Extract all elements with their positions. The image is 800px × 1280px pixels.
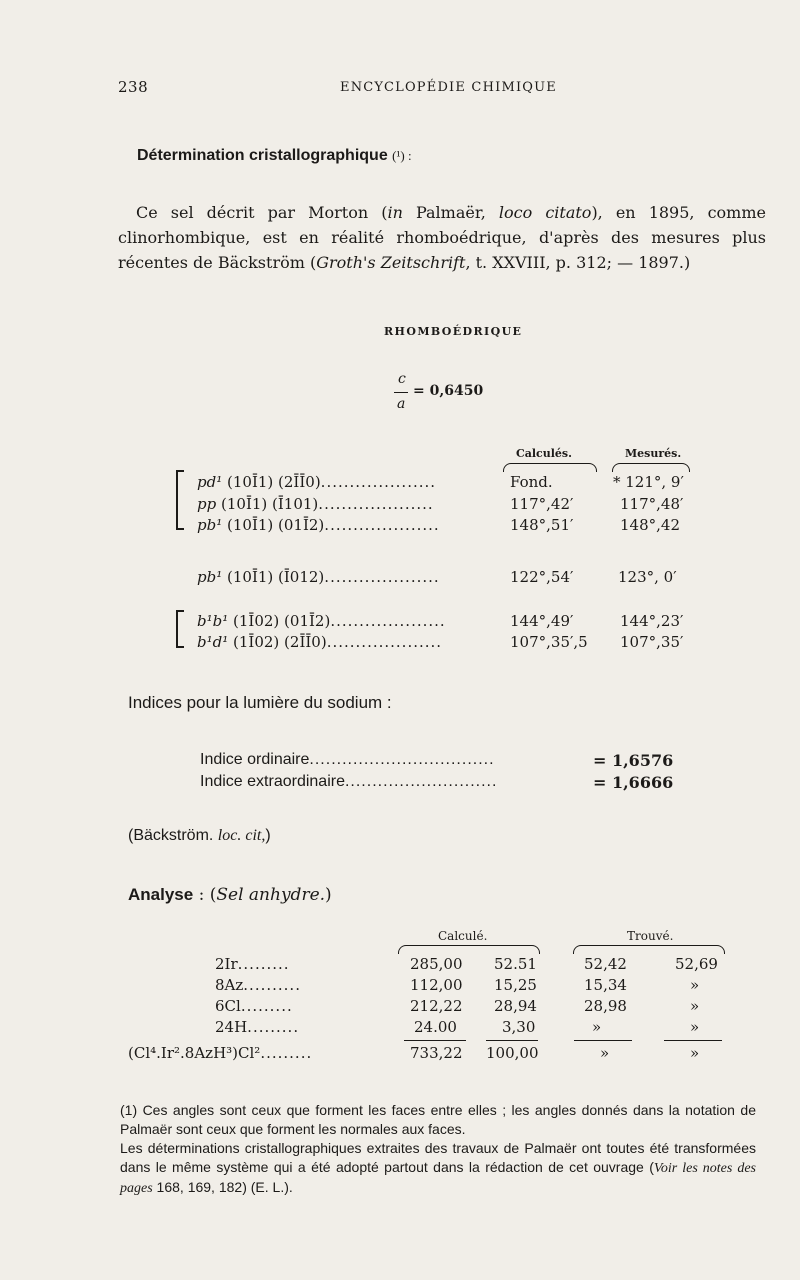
total-found-2: » (690, 1044, 700, 1062)
analyse-row: 6Cl......... (215, 997, 293, 1015)
running-head: ENCYCLOPÉDIE CHIMIQUE (340, 80, 557, 95)
footnote-1: (1) Ces angles sont ceux que forment les faces entre elles ; les angles donnés dans la notation de Palmaër sont ceux que forment les normales aux faces. (120, 1102, 756, 1137)
measured-angle: 117°,48′ (620, 495, 684, 513)
system-label: RHOMBOÉDRIQUE (384, 325, 523, 338)
sum-rule (486, 1040, 538, 1041)
calc-angle: 122°,54′ (510, 568, 574, 586)
bracket-group-1 (176, 470, 184, 530)
sum-rule (664, 1040, 722, 1041)
measured-angle: 144°,23′ (620, 612, 684, 630)
ratio-value: = 0,6450 (413, 383, 484, 399)
miller-indices: (10Ī1) (Ī012) (227, 568, 325, 586)
citation-loc: loc. cit, (217, 827, 266, 844)
brace-trouve (573, 945, 725, 954)
total-found-1: » (600, 1044, 610, 1062)
angle-row: pb¹ (10Ī1) (01Ī2).................... (197, 516, 440, 534)
sum-rule (404, 1040, 466, 1041)
found-2: 52,69 (675, 955, 718, 973)
index-value: = 1,6666 (593, 773, 674, 792)
brace-calcule (398, 945, 540, 954)
element: 24H (215, 1018, 248, 1036)
calc-percent: 28,94 (494, 997, 537, 1015)
section-title-text: Détermination cristallographique (137, 147, 388, 164)
angle-row: pp (10Ī1) (Ī101).................... (197, 495, 434, 513)
calc-percent: 52.51 (494, 955, 537, 973)
measured-angle: * 121°, 9′ (613, 473, 684, 491)
found-1: 28,98 (584, 997, 627, 1015)
citation-author: (Bäckström. (128, 827, 218, 844)
miller-indices: (1Ī02) (01Ī2) (233, 612, 331, 630)
found-2: » (690, 997, 700, 1015)
miller-indices: (10Ī1) (Ī101) (221, 495, 319, 513)
calc-angle: 117°,42′ (510, 495, 574, 513)
bracket-group-2 (176, 610, 184, 648)
footnote-2-text: Les déterminations cristallographiques extraites des travaux de Palmaër ont toutes été transformées dans le même système qui a été adopté partout dans la rédaction de cet ouvrage ( (120, 1140, 756, 1175)
element: 6Cl (215, 997, 241, 1015)
measured-angle: 148°,42 (620, 516, 680, 534)
miller-indices: (10Ī1) (01Ī2) (227, 516, 325, 534)
analyse-heading (128, 885, 332, 905)
found-2: » (690, 1018, 700, 1036)
analyse-sub: Sel anhydre. (216, 885, 326, 905)
calc-mass: 212,22 (410, 997, 463, 1015)
brace-mesures (612, 463, 690, 472)
analyse-row: 2Ir......... (215, 955, 290, 973)
page-number: 238 (118, 78, 149, 96)
index-label: Indice ordinaire (200, 751, 310, 768)
ratio-fraction-bar (394, 392, 408, 393)
face-label: pb¹ (197, 516, 223, 534)
angle-row: pd¹ (10Ī1) (2ĪĪ0).................... (197, 473, 437, 491)
calc-angle: 148°,51′ (510, 516, 574, 534)
para-in: in (387, 203, 403, 222)
found-2: » (690, 976, 700, 994)
analyse-label: Analyse (128, 885, 194, 904)
total-percent: 100,00 (486, 1044, 539, 1062)
footnote-2 (120, 1139, 756, 1198)
calc-mass: 285,00 (410, 955, 463, 973)
indices-title: Indices pour la lumière du sodium : (128, 693, 392, 712)
face-label: pb¹ (197, 568, 223, 586)
citation-end: ) (265, 827, 271, 844)
index-row: Indice ordinaire.................................. (200, 751, 495, 768)
measured-angle: 123°, 0′ (618, 568, 677, 586)
para-text-4: , t. XXVIII, p. 312; — 1897.) (465, 253, 691, 272)
element: 8Az (215, 976, 244, 994)
analyse-row: 8Az.......... (215, 976, 301, 994)
index-value: = 1,6576 (593, 751, 674, 770)
miller-indices: (1Ī02) (2ĪĪ0) (233, 633, 327, 651)
formula: (Cl⁴.Ir².8AzH³)Cl² (128, 1044, 261, 1062)
col-header-trouve: Trouvé. (627, 929, 674, 943)
found-1: 15,34 (584, 976, 627, 994)
face-label: pd¹ (197, 473, 223, 491)
angle-row: pb¹ (10Ī1) (Ī012).................... (197, 568, 440, 586)
calc-angle: 107°,35′,5 (510, 633, 588, 651)
analyse-total-row: (Cl⁴.Ir².8AzH³)Cl²......... (128, 1044, 313, 1062)
source-citation (128, 827, 271, 845)
para-groth: Groth's Zeitschrift (316, 253, 466, 272)
face-label: b¹b¹ (197, 612, 229, 630)
element: 2Ir (215, 955, 238, 973)
calc-percent: 3,30 (502, 1018, 536, 1036)
index-label: Indice extraordinaire (200, 773, 345, 790)
brace-calcules (503, 463, 597, 472)
face-label: pp (197, 495, 217, 513)
analyse-row: 24H......... (215, 1018, 300, 1036)
footnote-2-ref: Voir les notes des pages (120, 1161, 756, 1196)
calc-angle: Fond. (510, 473, 553, 491)
ratio-denominator: a (397, 396, 406, 412)
footnote-mark: (¹) : (392, 148, 412, 163)
calc-percent: 15,25 (494, 976, 537, 994)
measured-angle: 107°,35′ (620, 633, 684, 651)
found-1: » (592, 1018, 602, 1036)
calc-angle: 144°,49′ (510, 612, 574, 630)
index-row: Indice extraordinaire............................ (200, 773, 498, 790)
angle-row: b¹b¹ (1Ī02) (01Ī2).................... (197, 612, 446, 630)
calc-mass: 24.00 (414, 1018, 457, 1036)
calc-mass: 112,00 (410, 976, 463, 994)
total-mass: 733,22 (410, 1044, 463, 1062)
col-header-calcule: Calculé. (438, 929, 488, 943)
sum-rule (574, 1040, 632, 1041)
ratio-numerator: c (398, 371, 406, 387)
analyse-colon: : ( (193, 885, 217, 905)
para-loco-citato: loco citato (498, 203, 592, 222)
miller-indices: (10Ī1) (2ĪĪ0) (227, 473, 321, 491)
intro-paragraph (118, 200, 766, 275)
analyse-close: ) (325, 885, 332, 905)
para-text-1: Ce sel décrit par Morton ( (136, 203, 388, 222)
para-text-2: Palmaër, (402, 203, 499, 222)
col-header-calcules: Calculés. (516, 447, 572, 460)
face-label: b¹d¹ (197, 633, 229, 651)
footnote-2-end: 168, 169, 182) (E. L.). (152, 1179, 293, 1195)
found-1: 52,42 (584, 955, 627, 973)
angle-row: b¹d¹ (1Ī02) (2ĪĪ0).................... (197, 633, 443, 651)
para-text-3: ), en 1895, comme clinorhombique, est en réalité rhomboédrique, d'après des mesures plus récentes de Bäckström ( (118, 203, 766, 272)
section-title (137, 147, 412, 165)
col-header-mesures: Mesurés. (625, 447, 682, 460)
